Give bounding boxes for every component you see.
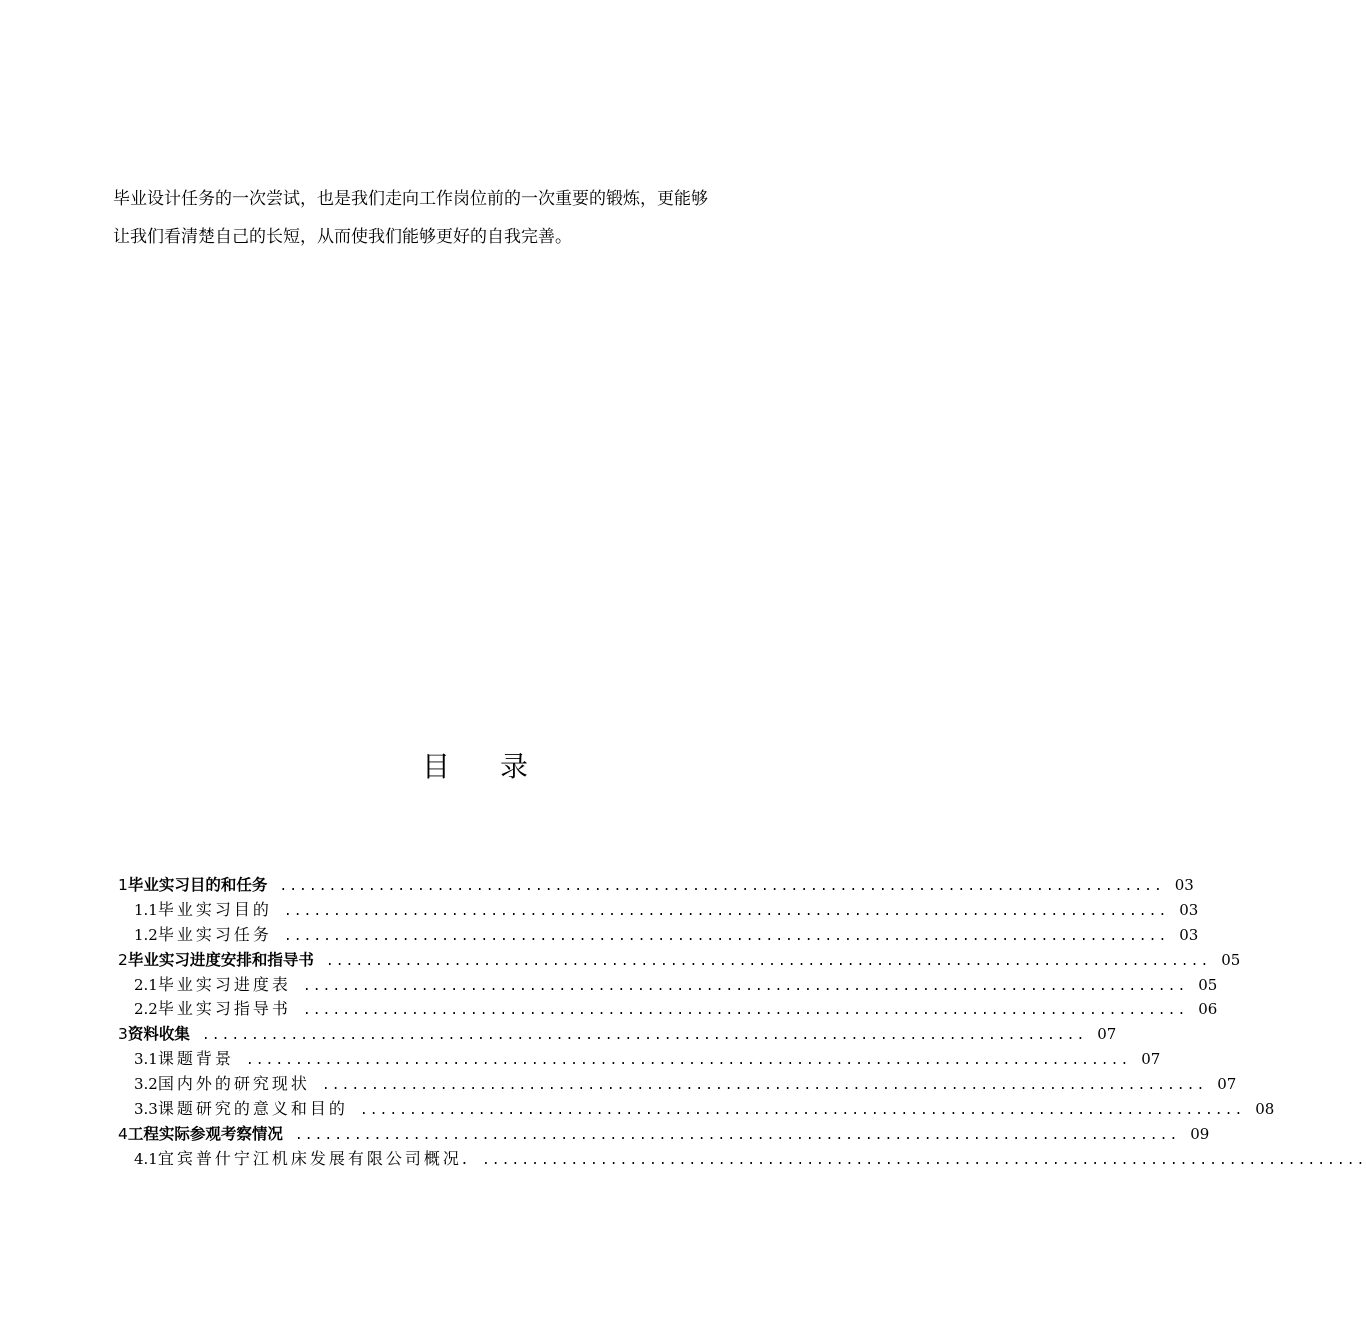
toc-entry-page: 09	[1190, 1124, 1210, 1143]
toc-entry-page: 05	[1221, 950, 1241, 969]
toc-entry-title: 资料收集	[127, 1025, 190, 1044]
toc-leader-dots: ..........................................................................................	[302, 1003, 1188, 1019]
toc-entry-title: 毕业实习指导书	[157, 999, 291, 1019]
toc-entry-page: 05	[1198, 975, 1218, 994]
toc-entry-page: 06	[1198, 1000, 1218, 1019]
toc-entry[interactable]	[118, 973, 1218, 998]
toc-entry-page: 03	[1179, 925, 1199, 944]
toc-entry-page: 03	[1179, 900, 1199, 919]
toc-entry-title: 课题研究的意义和目的	[157, 1099, 348, 1119]
toc-leader-dots: ..........................................................................................	[359, 1103, 1245, 1119]
toc-entry-title: 宜宾普什宁江机床发展有限公司概况.	[157, 1148, 470, 1168]
toc-leader-dots: ..........................................................................................	[245, 1053, 1131, 1069]
toc-entry[interactable]	[118, 1072, 1237, 1097]
toc-entry-number: 3.2	[134, 1075, 158, 1094]
toc-leader-dots: ..........................................................................................	[283, 903, 1169, 919]
paragraph-line: 毕业设计任务的一次尝试，也是我们走向工作岗位前的一次重要的锻炼，更能够	[113, 189, 708, 209]
toc-title: 目录	[421, 750, 578, 783]
toc-entry-title: 课题背景	[157, 1049, 234, 1069]
toc-entry-number: 1.2	[134, 925, 158, 944]
toc-leader-dots: ..........................................................................................	[294, 1127, 1180, 1143]
toc-entry-number: 4	[118, 1124, 128, 1143]
toc-entry-page: 07	[1097, 1025, 1117, 1044]
body-paragraph	[113, 180, 803, 256]
toc-entry-title: 毕业实习任务	[157, 924, 272, 944]
toc-entry-number: 2.2	[134, 1000, 158, 1019]
toc-entry[interactable]	[118, 923, 1199, 948]
toc-leader-dots: ..........................................................................................	[279, 879, 1164, 894]
toc-entry-title: 毕业实习进度安排和指导书	[127, 950, 314, 969]
toc-entry-number: 1	[118, 876, 128, 894]
toc-entry-number: 3.3	[134, 1100, 158, 1119]
toc-entry-title: 毕业实习进度表	[157, 974, 291, 994]
toc-entry-page: 03	[1174, 876, 1194, 894]
toc-leader-dots: ..........................................................................................	[481, 1152, 1366, 1168]
toc-entry-title: 工程实际参观考察情况	[127, 1124, 283, 1143]
toc-entry-page: 07	[1141, 1050, 1161, 1069]
toc-entry[interactable]	[118, 1147, 1366, 1172]
toc-entry[interactable]	[118, 1097, 1275, 1122]
toc-entry[interactable]	[118, 873, 1194, 898]
toc-entry[interactable]	[118, 948, 1241, 973]
table-of-contents	[118, 873, 1366, 1172]
toc-leader-dots: ..........................................................................................	[302, 978, 1188, 994]
toc-entry[interactable]	[118, 1122, 1210, 1147]
toc-leader-dots: ..........................................................................................	[283, 928, 1169, 944]
toc-entry-title: 毕业实习目的	[157, 899, 272, 919]
toc-entry-number: 3.1	[134, 1050, 158, 1069]
toc-entry-page: 07	[1217, 1075, 1237, 1094]
toc-entry-number: 3	[118, 1025, 128, 1044]
paragraph-line: 让我们看清楚自己的长短，从而使我们能够更好的自我完善。	[113, 227, 572, 247]
toc-entry-number: 2	[118, 950, 128, 969]
toc-entry-page: 08	[1255, 1100, 1275, 1119]
toc-entry[interactable]	[118, 997, 1218, 1022]
toc-entry[interactable]	[118, 1047, 1161, 1072]
toc-entry-number: 1.1	[134, 900, 158, 919]
toc-entry[interactable]	[118, 1022, 1117, 1047]
toc-entry-title: 国内外的研究现状	[157, 1074, 310, 1094]
toc-entry-number: 2.1	[134, 975, 158, 994]
toc-entry[interactable]	[118, 898, 1199, 923]
toc-entry-title: 毕业实习目的和任务	[127, 876, 268, 894]
toc-leader-dots: ..........................................................................................	[325, 953, 1211, 969]
toc-leader-dots: ..........................................................................................	[321, 1078, 1207, 1094]
toc-leader-dots: ..........................................................................................	[201, 1028, 1087, 1044]
toc-entry-number: 4.1	[134, 1149, 158, 1168]
